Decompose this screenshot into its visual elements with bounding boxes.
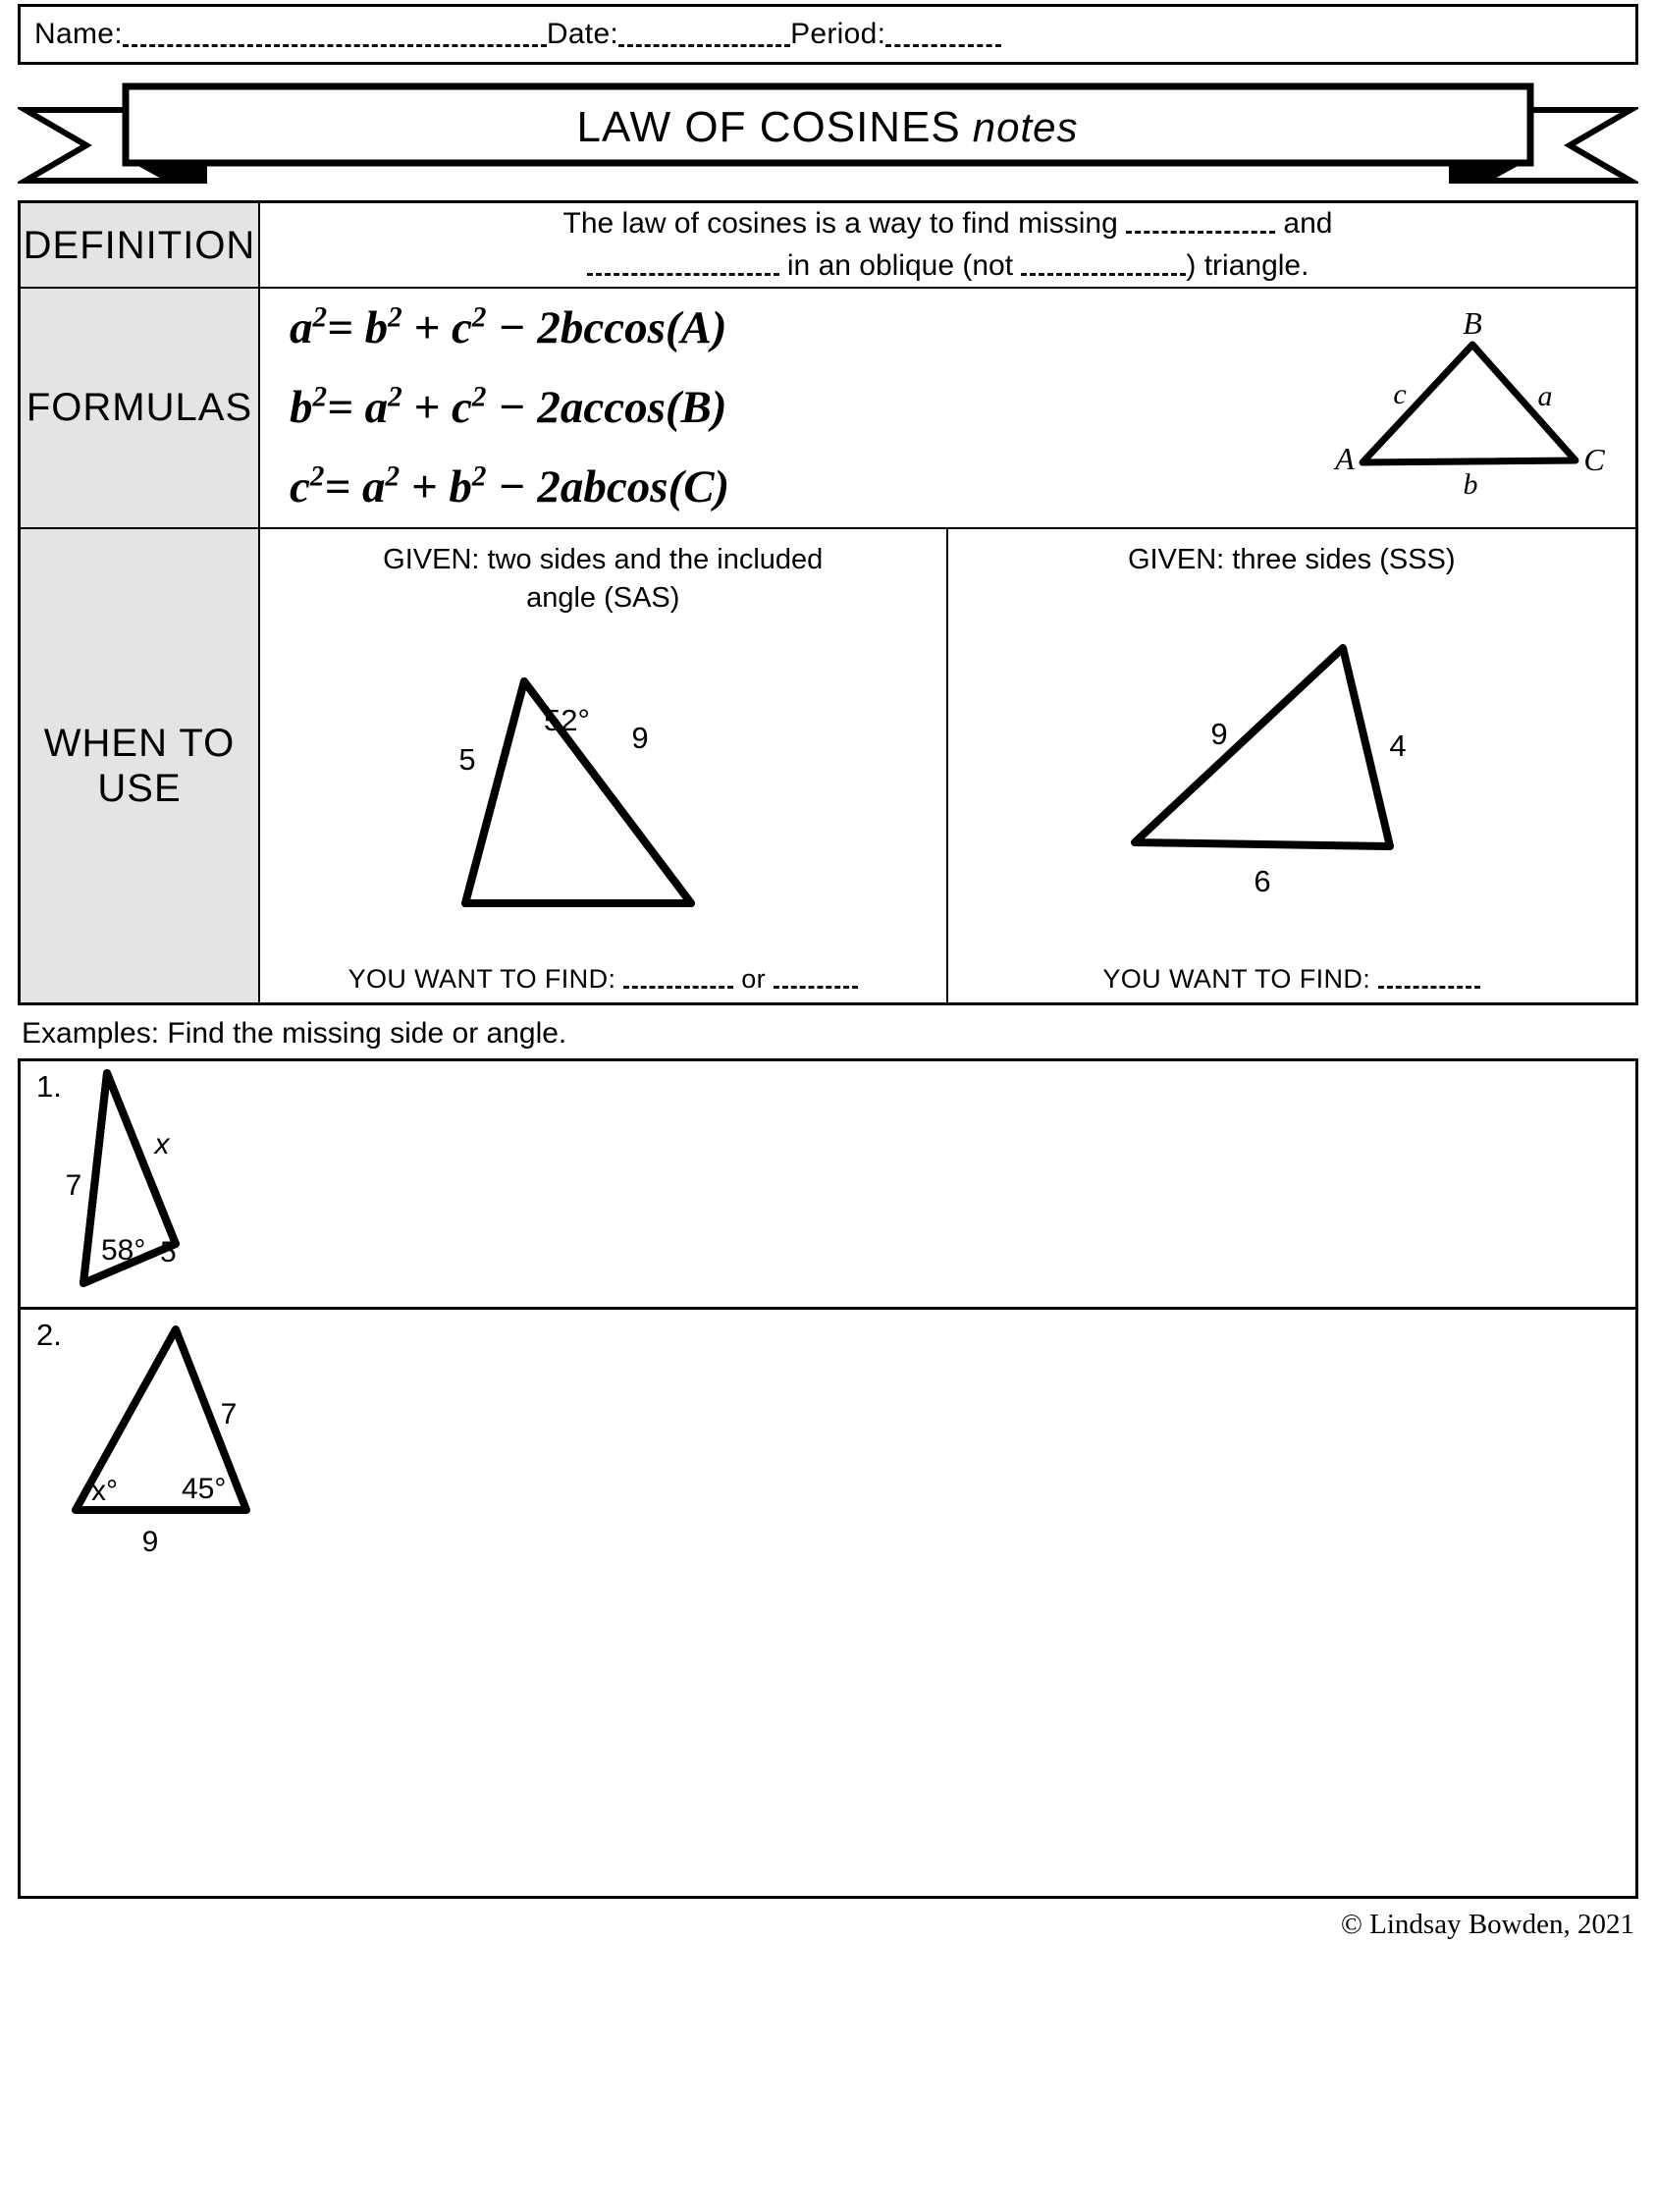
period-label: Period: xyxy=(790,18,886,50)
examples-instructions: Examples: Find the missing side or angle. xyxy=(22,1016,567,1050)
example-1-number: 1. xyxy=(36,1068,62,1104)
formulas-content xyxy=(259,288,1637,527)
worksheet-page xyxy=(0,4,1656,2212)
example-2-side-right-label: 7 xyxy=(220,1397,238,1430)
when-to-use-row-label xyxy=(20,528,260,1004)
sss-side-right-label: 4 xyxy=(1389,728,1407,763)
example-2-box[interactable] xyxy=(18,1310,1638,1899)
banner-title-main: LAW OF COSINES notes xyxy=(576,103,1079,151)
when-to-use-sss-column xyxy=(948,529,1636,1002)
formula-a: $a^2= b^2 + c^2 - 2bccos(A)$ xyxy=(290,301,727,354)
ref-side-c: c xyxy=(1393,377,1407,410)
definition-blank-3[interactable] xyxy=(1021,253,1186,276)
sas-given-line1: GIVEN: two sides and the included xyxy=(383,543,824,575)
formulas-row xyxy=(20,288,1637,527)
sss-given-line1: GIVEN: three sides (SSS) xyxy=(1127,543,1456,575)
example-2-angle-left-label: x° xyxy=(91,1474,118,1507)
definition-text-2a: in an oblique (not xyxy=(778,248,1022,282)
sas-find-label: YOU WANT TO FIND: xyxy=(347,963,616,994)
notes-table xyxy=(18,200,1638,1005)
formulas-row-label: FORMULAS xyxy=(20,288,260,527)
sss-find-label: YOU WANT TO FIND: xyxy=(1102,963,1371,994)
definition-blank-2[interactable] xyxy=(587,253,779,276)
sss-given-text xyxy=(1128,541,1456,579)
ref-vertex-C: C xyxy=(1583,441,1605,477)
example-2-triangle-graphic xyxy=(60,1314,335,1569)
example-2-number: 2. xyxy=(36,1317,62,1352)
ref-vertex-A: A xyxy=(1335,440,1355,476)
example-1-side-bottom-label: 5 xyxy=(160,1235,177,1268)
ref-side-a: a xyxy=(1537,379,1553,412)
definition-text-1a: The law of cosines is a way to find missing xyxy=(562,207,1127,240)
date-input-line[interactable] xyxy=(618,24,790,47)
sas-find-row xyxy=(348,964,858,995)
sas-angle-label: 52° xyxy=(544,703,591,738)
sas-side-left-label: 5 xyxy=(458,742,476,778)
sas-find-or: or xyxy=(741,963,767,994)
formula-b: $b^2= a^2 + c^2 - 2accos(B)$ xyxy=(290,381,727,434)
sas-triangle-holder xyxy=(436,620,770,960)
copyright-notice: © Lindsay Bowden, 2021 xyxy=(1340,1908,1634,1940)
ref-side-b: b xyxy=(1463,467,1478,501)
example-2-figure xyxy=(60,1314,335,1574)
reference-triangle-graphic xyxy=(1325,307,1610,504)
example-1-side-left-label: 7 xyxy=(65,1168,82,1202)
student-info-bar xyxy=(18,4,1638,65)
definition-row xyxy=(20,202,1637,289)
sas-triangle-graphic xyxy=(436,642,770,937)
when-to-use-label-line1: WHEN TO xyxy=(43,721,236,765)
when-to-use-label-line2: USE xyxy=(97,766,182,810)
when-to-use-content xyxy=(259,528,1637,1004)
sas-find-blank-1[interactable] xyxy=(623,966,733,989)
sss-find-blank-1[interactable] xyxy=(1378,966,1480,989)
sas-find-blank-2[interactable] xyxy=(774,966,858,989)
name-label: Name: xyxy=(34,18,123,50)
definition-content xyxy=(259,202,1637,289)
formula-c: $c^2= a^2 + b^2 - 2abcos(C)$ xyxy=(290,460,730,513)
title-banner xyxy=(18,79,1638,189)
example-1-side-x-label: x xyxy=(154,1127,170,1160)
date-label: Date: xyxy=(546,18,619,50)
sss-side-bottom-label: 6 xyxy=(1254,863,1271,898)
when-to-use-row xyxy=(20,528,1637,1004)
definition-text-2b: ) triangle. xyxy=(1186,248,1309,282)
sss-find-row xyxy=(1102,964,1480,995)
example-1-figure xyxy=(60,1065,315,1306)
when-to-use-sas-column xyxy=(260,529,948,1002)
example-1-triangle-graphic xyxy=(60,1065,315,1301)
sss-side-upper-left-label: 9 xyxy=(1210,716,1228,751)
formulas-list xyxy=(260,289,1325,526)
period-input-line[interactable] xyxy=(885,24,1001,47)
banner-graphic xyxy=(18,79,1638,189)
example-2-angle-right-label: 45° xyxy=(182,1472,227,1505)
sas-given-text xyxy=(383,541,823,618)
definition-row-label: DEFINITION xyxy=(20,202,260,289)
example-1-box[interactable] xyxy=(18,1058,1638,1310)
example-2-side-bottom-label: 9 xyxy=(141,1525,159,1558)
name-input-line[interactable] xyxy=(123,24,547,47)
reference-triangle xyxy=(1325,307,1635,509)
sss-triangle-holder xyxy=(1115,581,1469,960)
definition-blank-1[interactable] xyxy=(1126,211,1275,234)
example-1-angle-label: 58° xyxy=(101,1233,146,1267)
ref-vertex-B: B xyxy=(1463,306,1482,341)
sss-triangle-graphic xyxy=(1115,628,1469,913)
sas-side-right-label: 9 xyxy=(631,721,649,756)
sas-given-line2: angle (SAS) xyxy=(526,581,680,614)
definition-text-1b: and xyxy=(1275,207,1333,240)
